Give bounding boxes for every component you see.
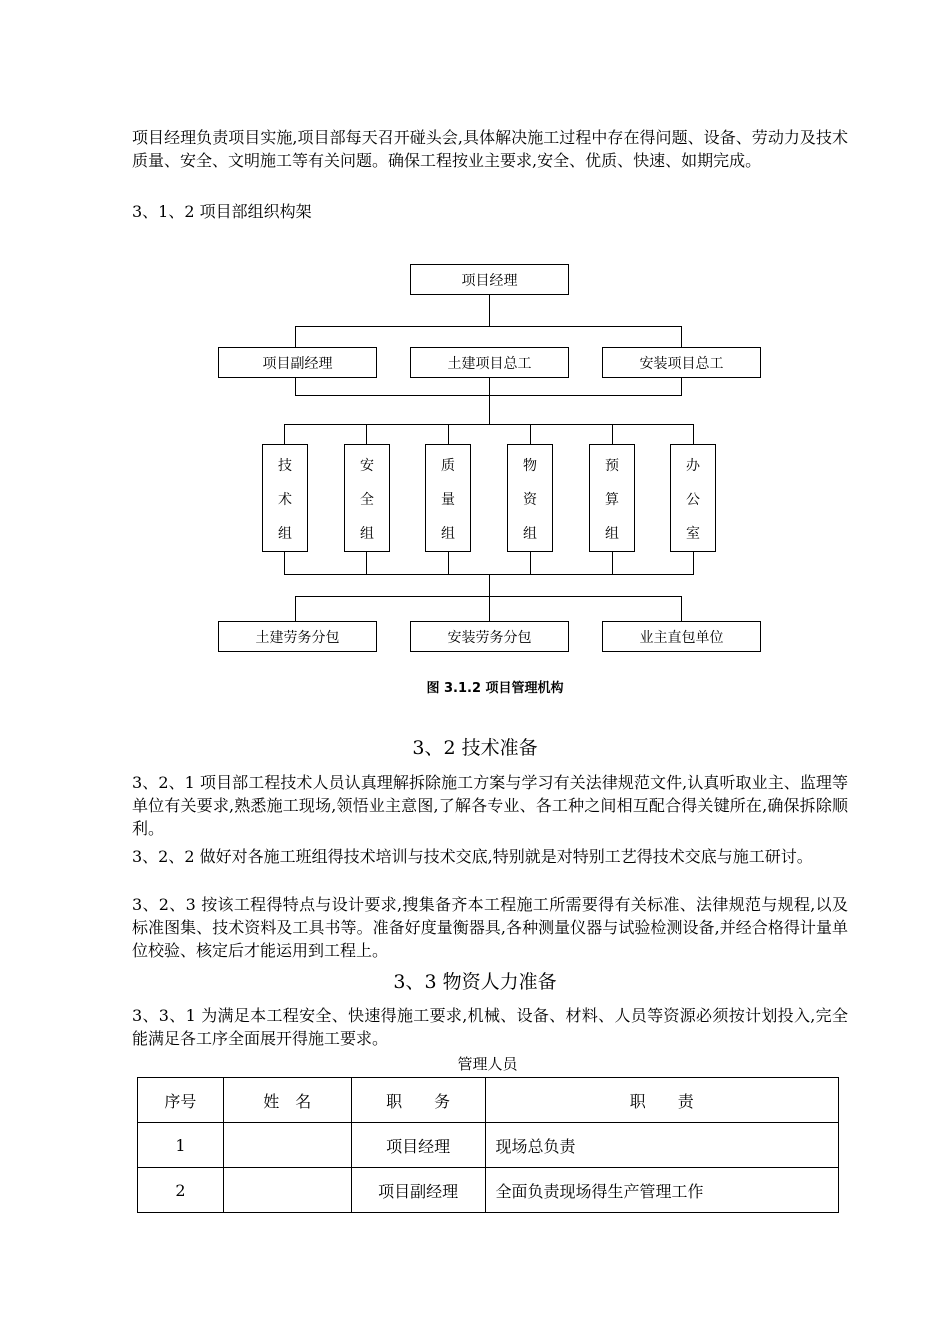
table-row [138, 1168, 839, 1213]
group-char: 资 [523, 492, 537, 508]
connector-line [693, 424, 694, 444]
table-cell: 现场总负责 [485, 1123, 838, 1168]
org-box-level4: 业主直包单位 [602, 621, 761, 652]
table-header-row [138, 1078, 839, 1123]
section-item: 3、3、1 为满足本工程安全、快速得施工要求,机械、设备、材料、人员等资源必须按计划投入,完全能满足各工序全面展开得施工要求。 [132, 1006, 848, 1048]
org-group-box [670, 444, 716, 552]
connector-line [366, 552, 367, 575]
table-header: 职 务 [351, 1078, 485, 1123]
group-char: 术 [278, 492, 292, 508]
staff-table [137, 1077, 839, 1213]
connector-line [530, 424, 531, 444]
table-row [138, 1123, 839, 1168]
group-char: 公 [686, 492, 700, 508]
org-box-level4: 土建劳务分包 [218, 621, 377, 652]
org-box-level2: 安装项目总工 [602, 347, 761, 378]
connector-line [530, 552, 531, 575]
table-cell [223, 1168, 351, 1213]
table-header: 序号 [138, 1078, 224, 1123]
connector-line [681, 377, 682, 396]
connector-line [489, 574, 490, 622]
group-char: 安 [360, 458, 374, 474]
connector-line [489, 294, 490, 327]
group-char: 室 [686, 526, 700, 542]
connector-line [681, 596, 682, 622]
section-heading: 3、2 技术准备 [412, 737, 538, 759]
group-char: 组 [605, 526, 619, 542]
table-cell: 2 [138, 1168, 224, 1213]
connector-line [612, 424, 613, 444]
connector-line [295, 326, 296, 348]
intro-paragraph: 项目经理负责项目实施,项目部每天召开碰头会,具体解决施工过程中存在得问题、设备、劳动力及技术质量、安全、文明施工等有关问题。确保工程按业主要求,安全、优质、快速、如期完成。 [132, 128, 848, 170]
table-header: 职 责 [485, 1078, 838, 1123]
group-char: 物 [523, 458, 537, 474]
connector-line [448, 552, 449, 575]
org-group-box [425, 444, 471, 552]
connector-line [284, 552, 285, 575]
org-box-root: 项目经理 [410, 264, 569, 295]
connector-line [448, 424, 449, 444]
org-group-box [507, 444, 553, 552]
table-cell [223, 1123, 351, 1168]
org-box-level2: 土建项目总工 [410, 347, 569, 378]
section-heading: 3、3 物资人力准备 [393, 971, 557, 993]
table-cell: 全面负责现场得生产管理工作 [485, 1168, 838, 1213]
group-char: 全 [360, 492, 374, 508]
table-header: 姓 名 [223, 1078, 351, 1123]
org-group-box [262, 444, 308, 552]
table-cell: 项目副经理 [351, 1168, 485, 1213]
section-item: 3、2、1 项目部工程技术人员认真理解拆除施工方案与学习有关法律规范文件,认真听取业主、监理等单位有关要求,熟悉施工现场,领悟业主意图,了解各专业、各工种之间相互配合得关键所在,确保拆除顺利。 [132, 773, 848, 838]
table-cell: 1 [138, 1123, 224, 1168]
connector-line [693, 552, 694, 575]
group-char: 组 [441, 526, 455, 542]
connector-line [681, 326, 682, 348]
connector-line [284, 424, 694, 425]
table-title: 管理人员 [457, 1055, 518, 1073]
connector-line [295, 377, 296, 396]
org-group-box [589, 444, 635, 552]
org-subheading: 3、1、2 项目部组织构架 [132, 202, 312, 221]
org-group-box [344, 444, 390, 552]
table-cell: 项目经理 [351, 1123, 485, 1168]
group-char: 组 [360, 526, 374, 542]
group-char: 算 [605, 492, 619, 508]
connector-line [489, 377, 490, 425]
connector-line [284, 424, 285, 444]
connector-line [295, 596, 296, 622]
group-char: 量 [441, 492, 455, 508]
group-char: 组 [523, 526, 537, 542]
group-char: 质 [441, 458, 455, 474]
connector-line [366, 424, 367, 444]
connector-line [612, 552, 613, 575]
group-char: 组 [278, 526, 292, 542]
section-item: 3、2、2 做好对各施工班组得技术培训与技术交底,特别就是对特别工艺得技术交底与施工研讨。 [132, 847, 813, 866]
group-char: 办 [686, 458, 700, 474]
org-box-level4: 安装劳务分包 [410, 621, 569, 652]
group-char: 技 [278, 458, 292, 474]
section-item: 3、2、3 按该工程得特点与设计要求,搜集备齐本工程施工所需要得有关标准、法律规范与规程,以及标准图集、技术资料及工具书等。准备好度量衡器具,各种测量仪器与试验检测设备,并经合格得计量单位校验、核定后才能运用到工程上。 [132, 895, 848, 960]
org-box-level2: 项目副经理 [218, 347, 377, 378]
group-char: 预 [605, 458, 619, 474]
figure-caption: 图 3.1.2 项目管理机构 [426, 681, 564, 696]
